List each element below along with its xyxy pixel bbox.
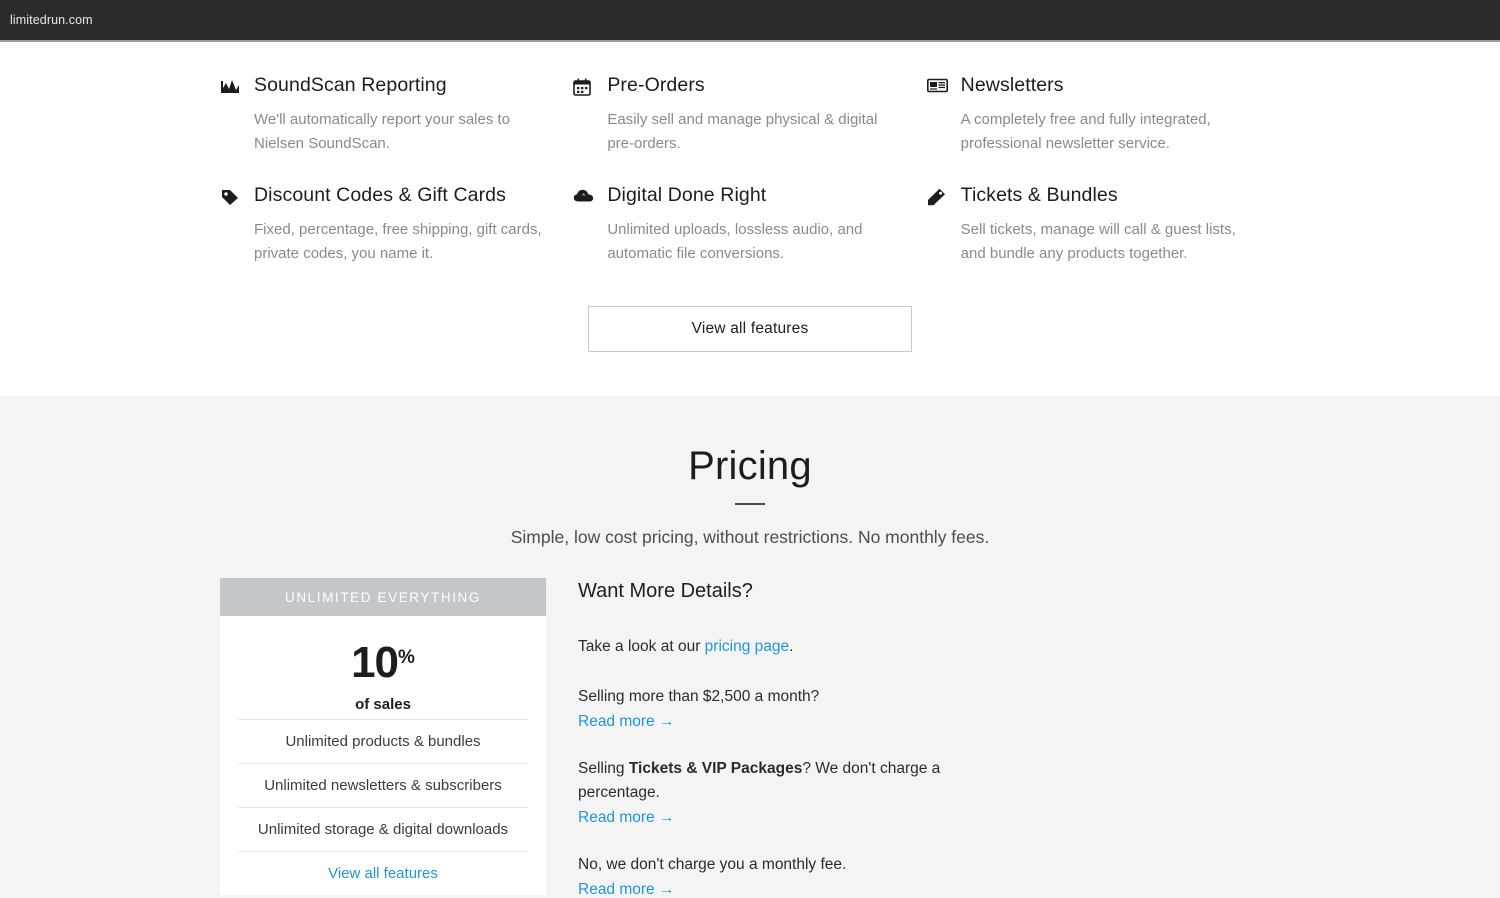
tag-icon bbox=[220, 184, 254, 209]
details-text-prefix: Selling bbox=[578, 760, 629, 777]
details-text-suffix: ? We don't charge a percentage. bbox=[578, 760, 941, 801]
details-block-pricing-page bbox=[578, 635, 998, 659]
pricing-columns bbox=[220, 578, 1280, 898]
pricing-card-view-all-wrap bbox=[238, 851, 528, 895]
feature-title: Discount Codes & Gift Cards bbox=[254, 184, 506, 206]
soundscan-chart-icon bbox=[220, 74, 254, 98]
features-grid bbox=[220, 64, 1280, 284]
feature-item-tickets-bundles bbox=[927, 174, 1280, 284]
calendar-icon bbox=[573, 74, 607, 99]
browser-url-bar[interactable] bbox=[0, 0, 1500, 40]
feature-desc: Sell tickets, manage will call & guest lists, and bundle any products together. bbox=[960, 221, 1236, 262]
ticket-icon bbox=[927, 184, 961, 209]
feature-title: Pre-Orders bbox=[607, 74, 705, 96]
details-text-suffix: . bbox=[789, 638, 794, 655]
details-text bbox=[578, 757, 998, 805]
pricing-card-price bbox=[220, 616, 546, 719]
pricing-details-title: Want More Details? bbox=[578, 580, 753, 602]
feature-desc: We'll automatically report your sales to Nielsen SoundScan. bbox=[254, 111, 511, 152]
price-percent-symbol: % bbox=[398, 647, 415, 668]
pricing-subheading: Simple, low cost pricing, without restrictions. No monthly fees. bbox=[510, 527, 990, 547]
feature-item-pre-orders bbox=[573, 64, 926, 174]
feature-desc: Fixed, percentage, free shipping, gift cards, private codes, you name it. bbox=[254, 221, 542, 262]
feature-desc: Unlimited uploads, lossless audio, and automatic file conversions. bbox=[607, 221, 863, 262]
list-item: Unlimited products & bundles bbox=[238, 719, 528, 763]
feature-title: Digital Done Right bbox=[607, 184, 767, 206]
details-text: Selling more than $2,500 a month? bbox=[578, 688, 820, 705]
pricing-card-features bbox=[220, 719, 546, 895]
price-caption: of sales bbox=[355, 696, 411, 713]
details-text: No, we don't charge you a monthly fee. bbox=[578, 856, 847, 873]
details-block-tickets bbox=[578, 757, 998, 827]
feature-title: SoundScan Reporting bbox=[254, 74, 447, 96]
feature-desc: Easily sell and manage physical & digital pre-orders. bbox=[607, 111, 878, 152]
pricing-card-badge: UNLIMITED EVERYTHING bbox=[220, 578, 546, 616]
read-more-link[interactable]: Read more → bbox=[578, 881, 675, 898]
feature-title: Tickets & Bundles bbox=[960, 184, 1118, 206]
feature-item-newsletters bbox=[927, 64, 1280, 174]
price-amount: 10 bbox=[351, 638, 399, 687]
url-text: limitedrun.com bbox=[10, 13, 93, 27]
pricing-heading: Pricing bbox=[688, 444, 812, 488]
view-all-features-wrap bbox=[0, 306, 1500, 352]
heading-rule bbox=[735, 503, 765, 505]
list-item: Unlimited storage & digital downloads bbox=[238, 807, 528, 851]
cloud-upload-icon bbox=[573, 184, 607, 206]
features-section bbox=[0, 42, 1500, 396]
details-text bbox=[578, 635, 998, 659]
pricing-card-view-all-link[interactable]: View all features bbox=[328, 865, 438, 882]
pricing-section bbox=[0, 396, 1500, 898]
feature-item-discount-codes-gift-cards bbox=[220, 174, 573, 284]
feature-desc: A completely free and fully integrated, professional newsletter service. bbox=[960, 111, 1211, 152]
pricing-card bbox=[220, 578, 546, 895]
read-more-link[interactable]: Read more → bbox=[578, 713, 675, 730]
details-block-monthly-fee bbox=[578, 853, 998, 898]
feature-item-soundscan-reporting bbox=[220, 64, 573, 174]
feature-title: Newsletters bbox=[960, 74, 1064, 96]
pricing-details bbox=[578, 578, 998, 898]
feature-item-digital-done-right bbox=[573, 174, 926, 284]
pricing-page-link[interactable]: pricing page bbox=[704, 638, 790, 655]
details-text-prefix: Take a look at our bbox=[578, 638, 705, 655]
list-item: Unlimited newsletters & subscribers bbox=[238, 763, 528, 807]
details-text-bold: Tickets & VIP Packages bbox=[628, 760, 803, 777]
read-more-link[interactable]: Read more → bbox=[578, 809, 675, 826]
details-block-high-volume bbox=[578, 685, 998, 731]
view-all-features-button[interactable]: View all features bbox=[588, 306, 912, 352]
newspaper-icon bbox=[927, 74, 961, 96]
